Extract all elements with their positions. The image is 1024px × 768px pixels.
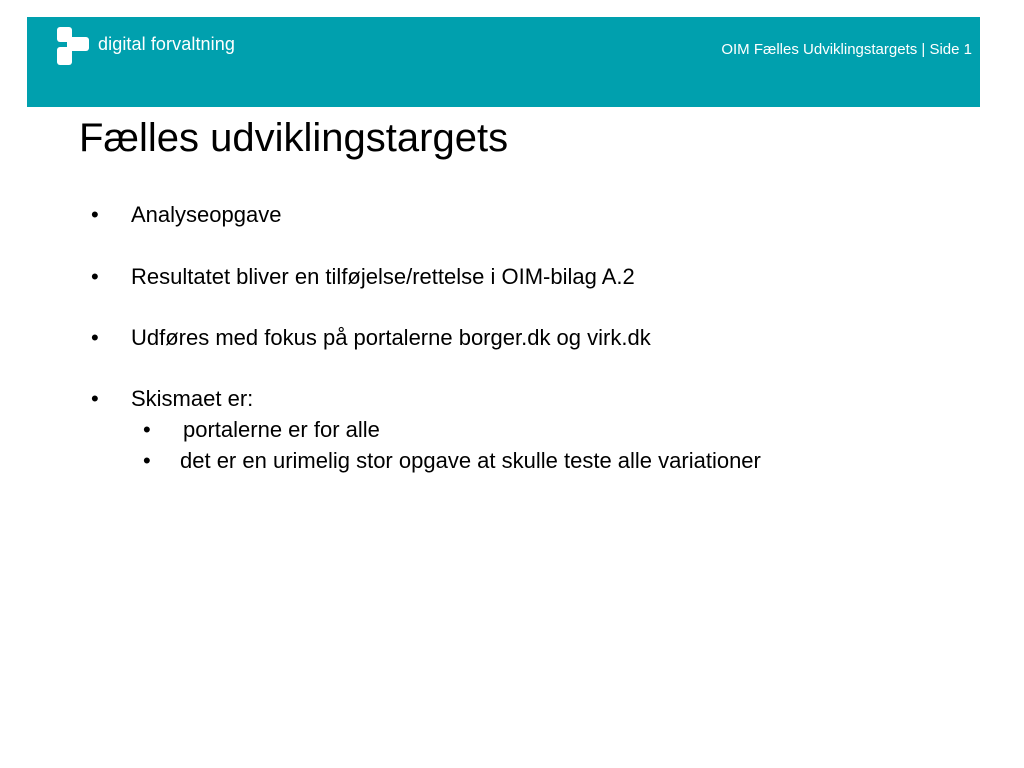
bullet-marker: • <box>91 202 99 227</box>
bullet-marker: • <box>91 264 99 289</box>
sub-bullet-text: portalerne er for alle <box>183 417 380 442</box>
bullet-marker: • <box>91 386 99 411</box>
slide-title: Fælles udviklingstargets <box>79 116 509 160</box>
bullet-text: Udføres med fokus på portalerne borger.dk og virk.dk <box>131 325 651 350</box>
bullet-marker: • <box>91 325 99 350</box>
sub-bullet-text: det er en urimelig stor opgave at skulle teste alle variationer <box>180 448 761 473</box>
header-caption: OIM Fælles Udviklingstargets | Side 1 <box>721 41 972 58</box>
sub-bullet-marker: • <box>143 448 151 473</box>
bullet-text: Resultatet bliver en tilføjelse/rettelse i OIM-bilag A.2 <box>131 264 635 289</box>
digital-forvaltning-logo-icon <box>55 26 91 66</box>
bullet-text: Analyseopgave <box>131 202 282 227</box>
brand-name: digital forvaltning <box>98 34 235 54</box>
bullet-text: Skismaet er: <box>131 386 254 411</box>
brand-logo <box>55 26 255 66</box>
sub-bullet-marker: • <box>143 417 151 442</box>
